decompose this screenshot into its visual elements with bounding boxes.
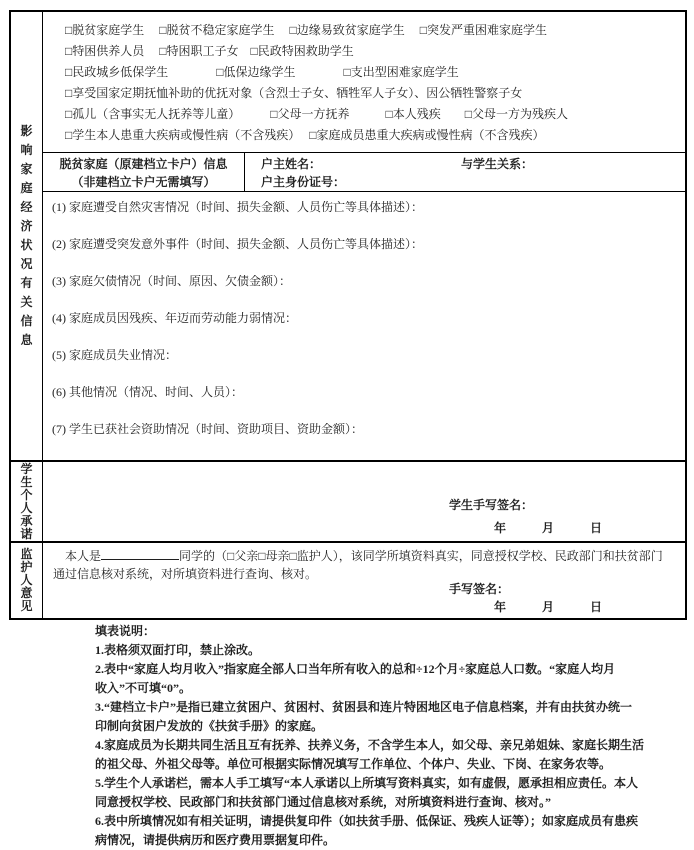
checkbox-line[interactable]: □民政城乡低保学生 □低保边缘学生 □支出型困难家庭学生 <box>65 65 459 79</box>
relation-to-student-label[interactable]: 与学生关系： <box>461 157 534 171</box>
instruction-line: 4.家庭成员为长期共同生活且互有抚养、扶养义务，不含学生本人，如父母、亲兄弟姐妹、家庭长期生活 <box>95 738 645 752</box>
family-economic-status-table <box>9 10 687 620</box>
instruction-line: 2.表中“家庭人均月收入”指家庭全部人口当年所有收入的总和÷12个月÷家庭总人口数。“家庭人均月 <box>95 662 616 676</box>
instruction-line: 3.“建档立卡户”是指已建立贫困户、贫困村、贫困县和连片特困地区电子信息档案，并有由扶贫办统一 <box>95 700 633 714</box>
poverty-info-subtitle: （非建档立卡户无需填写） <box>71 175 216 189</box>
section-student-commitment <box>11 462 685 543</box>
poverty-info-header <box>43 153 245 191</box>
economic-item: (1) 家庭遭受自然灾害情况（时间、损失金额、人员伤亡等具体描述）： <box>52 201 423 214</box>
economic-item: (7) 学生已获社会资助情况（时间、资助项目、资助金额）： <box>52 423 363 436</box>
economic-item: (6) 其他情况（情况、时间、人员）： <box>52 386 243 399</box>
instruction-line: 6.表中所填情况如有相关证明，请提供复印件（如扶贫手册、低保证、残疾人证等）；如家庭成员有患疾 <box>95 814 639 828</box>
student-name-blank[interactable] <box>101 548 179 560</box>
row-header-guardian-opinion-label: 监护人意见 <box>20 547 33 613</box>
instruction-line: 病情况，请提供病历和医疗费用票据复印件。 <box>95 833 336 847</box>
row-header-student-commitment-label: 学生个人承诺 <box>20 461 33 541</box>
instruction-line: 同意授权学校、民政部门和扶贫部门通过信息核对系统，对所填资料进行查询、核对。” <box>95 795 552 809</box>
economic-items-list <box>43 192 685 460</box>
householder-fields <box>245 153 685 191</box>
row-header-economic-info-label: 影响家庭经济状况有关信息 <box>20 124 33 347</box>
economic-item: (4) 家庭成员因残疾、年迈而劳动能力弱情况： <box>52 312 297 325</box>
row-header-guardian-opinion <box>11 543 43 618</box>
poverty-info-title: 脱贫家庭（原建档立卡户）信息 <box>59 157 228 171</box>
instruction-line: 印制向贫困户发放的《扶贫手册》的家庭。 <box>95 719 324 733</box>
guardian-date-line: 年 月 日 <box>494 600 603 614</box>
economic-item: (3) 家庭欠债情况（时间、原因、欠债金额）： <box>52 275 291 288</box>
guardian-signature-label: 手写签名： <box>449 582 510 596</box>
householder-id-label[interactable]: 户主身份证号： <box>261 175 346 189</box>
instruction-line: 5.学生个人承诺栏，需本人手工填写“本人承诺以上所填写资料真实，如有虚假，愿承担相应责任。本人 <box>95 776 639 790</box>
economic-info-body <box>43 12 685 460</box>
instruction-line: 的祖父母、外祖父母等。单位可根据实际情况填写工作单位、个体户、失业、下岗、在家务农等。 <box>95 757 612 771</box>
checkbox-line[interactable]: □孤儿（含事实无人抚养等儿童） □父母一方抚养 □本人残疾 □父母一方为残疾人 <box>65 107 568 121</box>
checkbox-line[interactable]: □享受国家定期抚恤补助的优抚对象（含烈士子女、牺牲军人子女）、因公牺牲警察子女 <box>65 86 523 100</box>
category-checkbox-group <box>43 12 685 153</box>
economic-item: (5) 家庭成员失业情况： <box>52 349 177 362</box>
row-header-student-commitment <box>11 462 43 541</box>
section-guardian-opinion <box>11 543 685 618</box>
poverty-household-row <box>43 153 685 192</box>
instruction-line: 收入”不可填“0”。 <box>95 681 192 695</box>
student-date-line: 年 月 日 <box>494 521 603 535</box>
form-instructions <box>95 622 670 850</box>
guardian-opinion-cell <box>43 543 685 618</box>
instruction-line: 1.表格须双面打印，禁止涂改。 <box>95 643 261 657</box>
guardian-statement-body: 同学的（□父亲□母亲□监护人），该同学所填资料真实，同意授权学校、民政部门和扶贫部门通过信息核对系统，对所填资料进行查询、核对。 <box>53 549 663 581</box>
householder-name-label[interactable]: 户主姓名： <box>261 157 322 171</box>
row-header-economic-info <box>11 12 43 460</box>
student-signature-label: 学生手写签名： <box>449 498 534 512</box>
section-economic-info <box>11 12 685 462</box>
checkbox-line[interactable]: □脱贫家庭学生 □脱贫不稳定家庭学生 □边缘易致贫家庭学生 □突发严重困难家庭学生 <box>65 23 547 37</box>
guardian-statement-prefix: 本人是 <box>65 549 102 563</box>
economic-item: (2) 家庭遭受突发意外事件（时间、损失金额、人员伤亡等具体描述）： <box>52 238 423 251</box>
checkbox-line[interactable]: □特困供养人员 □特困职工子女 □民政特困救助学生 <box>65 44 354 58</box>
checkbox-line[interactable]: □学生本人患重大疾病或慢性病（不含残疾） □家庭成员患重大疾病或慢性病（不含残疾） <box>65 128 545 142</box>
guardian-statement <box>43 543 685 583</box>
student-commitment-cell[interactable] <box>43 462 685 541</box>
instructions-title: 填表说明： <box>95 624 156 638</box>
